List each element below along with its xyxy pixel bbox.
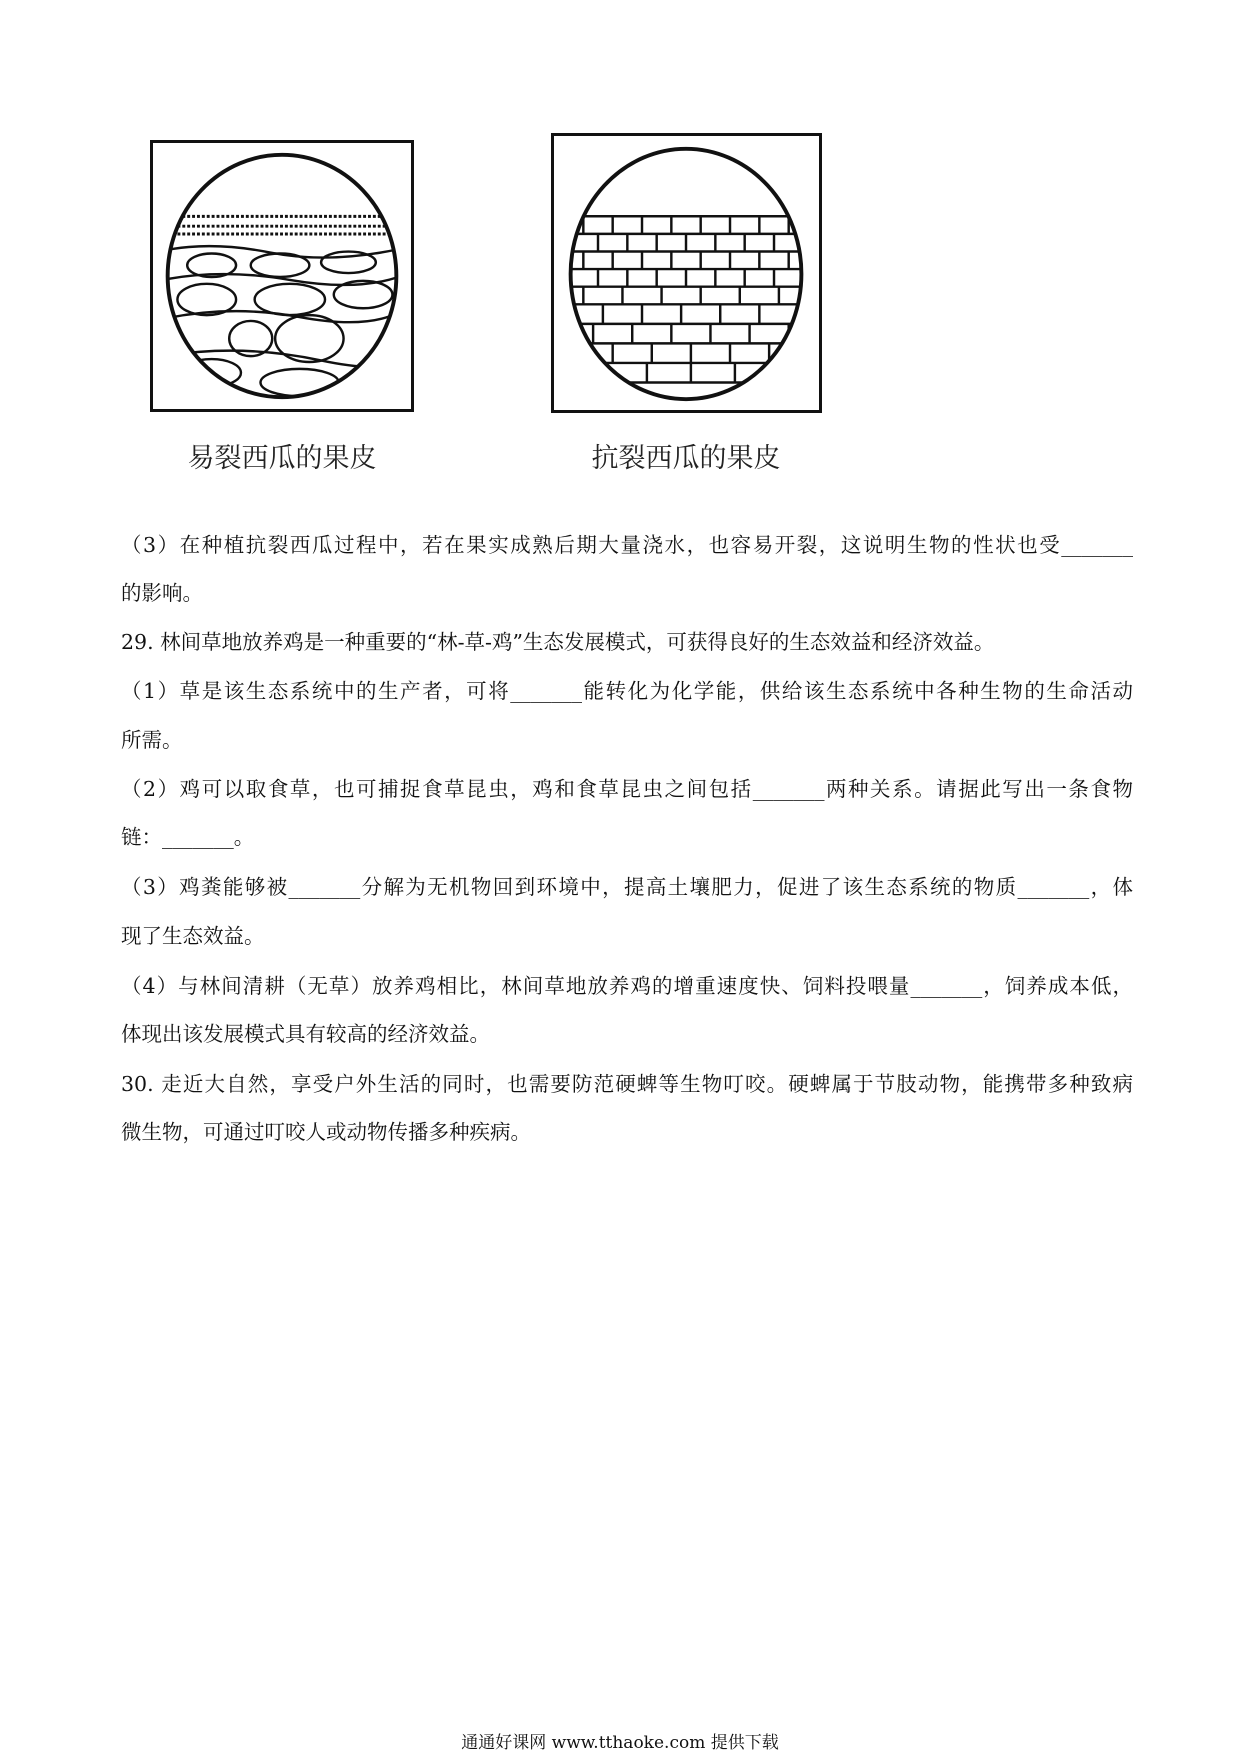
q29-1-line-1: （1）草是该生态系统中的生产者，可将_______能转化为化学能，供给该生态系统中各种生物的生命活动 xyxy=(121,679,1133,703)
crack-resistant-rind-caption: 抗裂西瓜的果皮 xyxy=(591,443,781,474)
crack-resistant-rind-figure xyxy=(551,133,822,413)
q30-line-1: 30. 走近大自然，享受户外生活的同时，也需要防范硬蜱等生物叮咬。硬蜱属于节肢动物，能携带多种致病 xyxy=(121,1072,1133,1096)
q29-4-line-2: 体现出该发展模式具有较高的经济效益。 xyxy=(121,1022,490,1046)
q29-3-line-2: 现了生态效益。 xyxy=(121,924,265,948)
q29-3-line-1: （3）鸡粪能够被_______分解为无机物回到环境中，提高土壤肥力，促进了该生态系统的物质_______，体 xyxy=(121,875,1133,899)
rind-cells-illustration xyxy=(153,143,411,409)
q30-line-2: 微生物，可通过叮咬人或动物传播多种疾病。 xyxy=(121,1120,531,1144)
q29-stem: 29. 林间草地放养鸡是一种重要的“林-草-鸡”生态发展模式，可获得良好的生态效益和经济效益。 xyxy=(121,630,995,654)
rind-cells-illustration xyxy=(554,136,819,410)
easy-crack-rind-caption: 易裂西瓜的果皮 xyxy=(187,443,377,474)
q29-4-line-1: （4）与林间清耕（无草）放养鸡相比，林间草地放养鸡的增重速度快、饲料投喂量_______，饲养成本低， xyxy=(121,974,1133,998)
q29-2-line-2: 链：_______。 xyxy=(121,825,255,849)
easy-crack-rind-figure xyxy=(150,140,414,412)
q29-2-line-1: （2）鸡可以取食草，也可捕捉食草昆虫，鸡和食草昆虫之间包括_______两种关系。请据此写出一条食物 xyxy=(121,777,1133,801)
q28-3-line-1: （3）在种植抗裂西瓜过程中，若在果实成熟后期大量浇水，也容易开裂，这说明生物的性状也受_______ xyxy=(121,533,1133,557)
q28-3-line-2: 的影响。 xyxy=(121,581,203,605)
q29-1-line-2: 所需。 xyxy=(121,728,183,752)
footer-source: 通通好课网 www.tthaoke.com 提供下载 xyxy=(461,1733,779,1753)
